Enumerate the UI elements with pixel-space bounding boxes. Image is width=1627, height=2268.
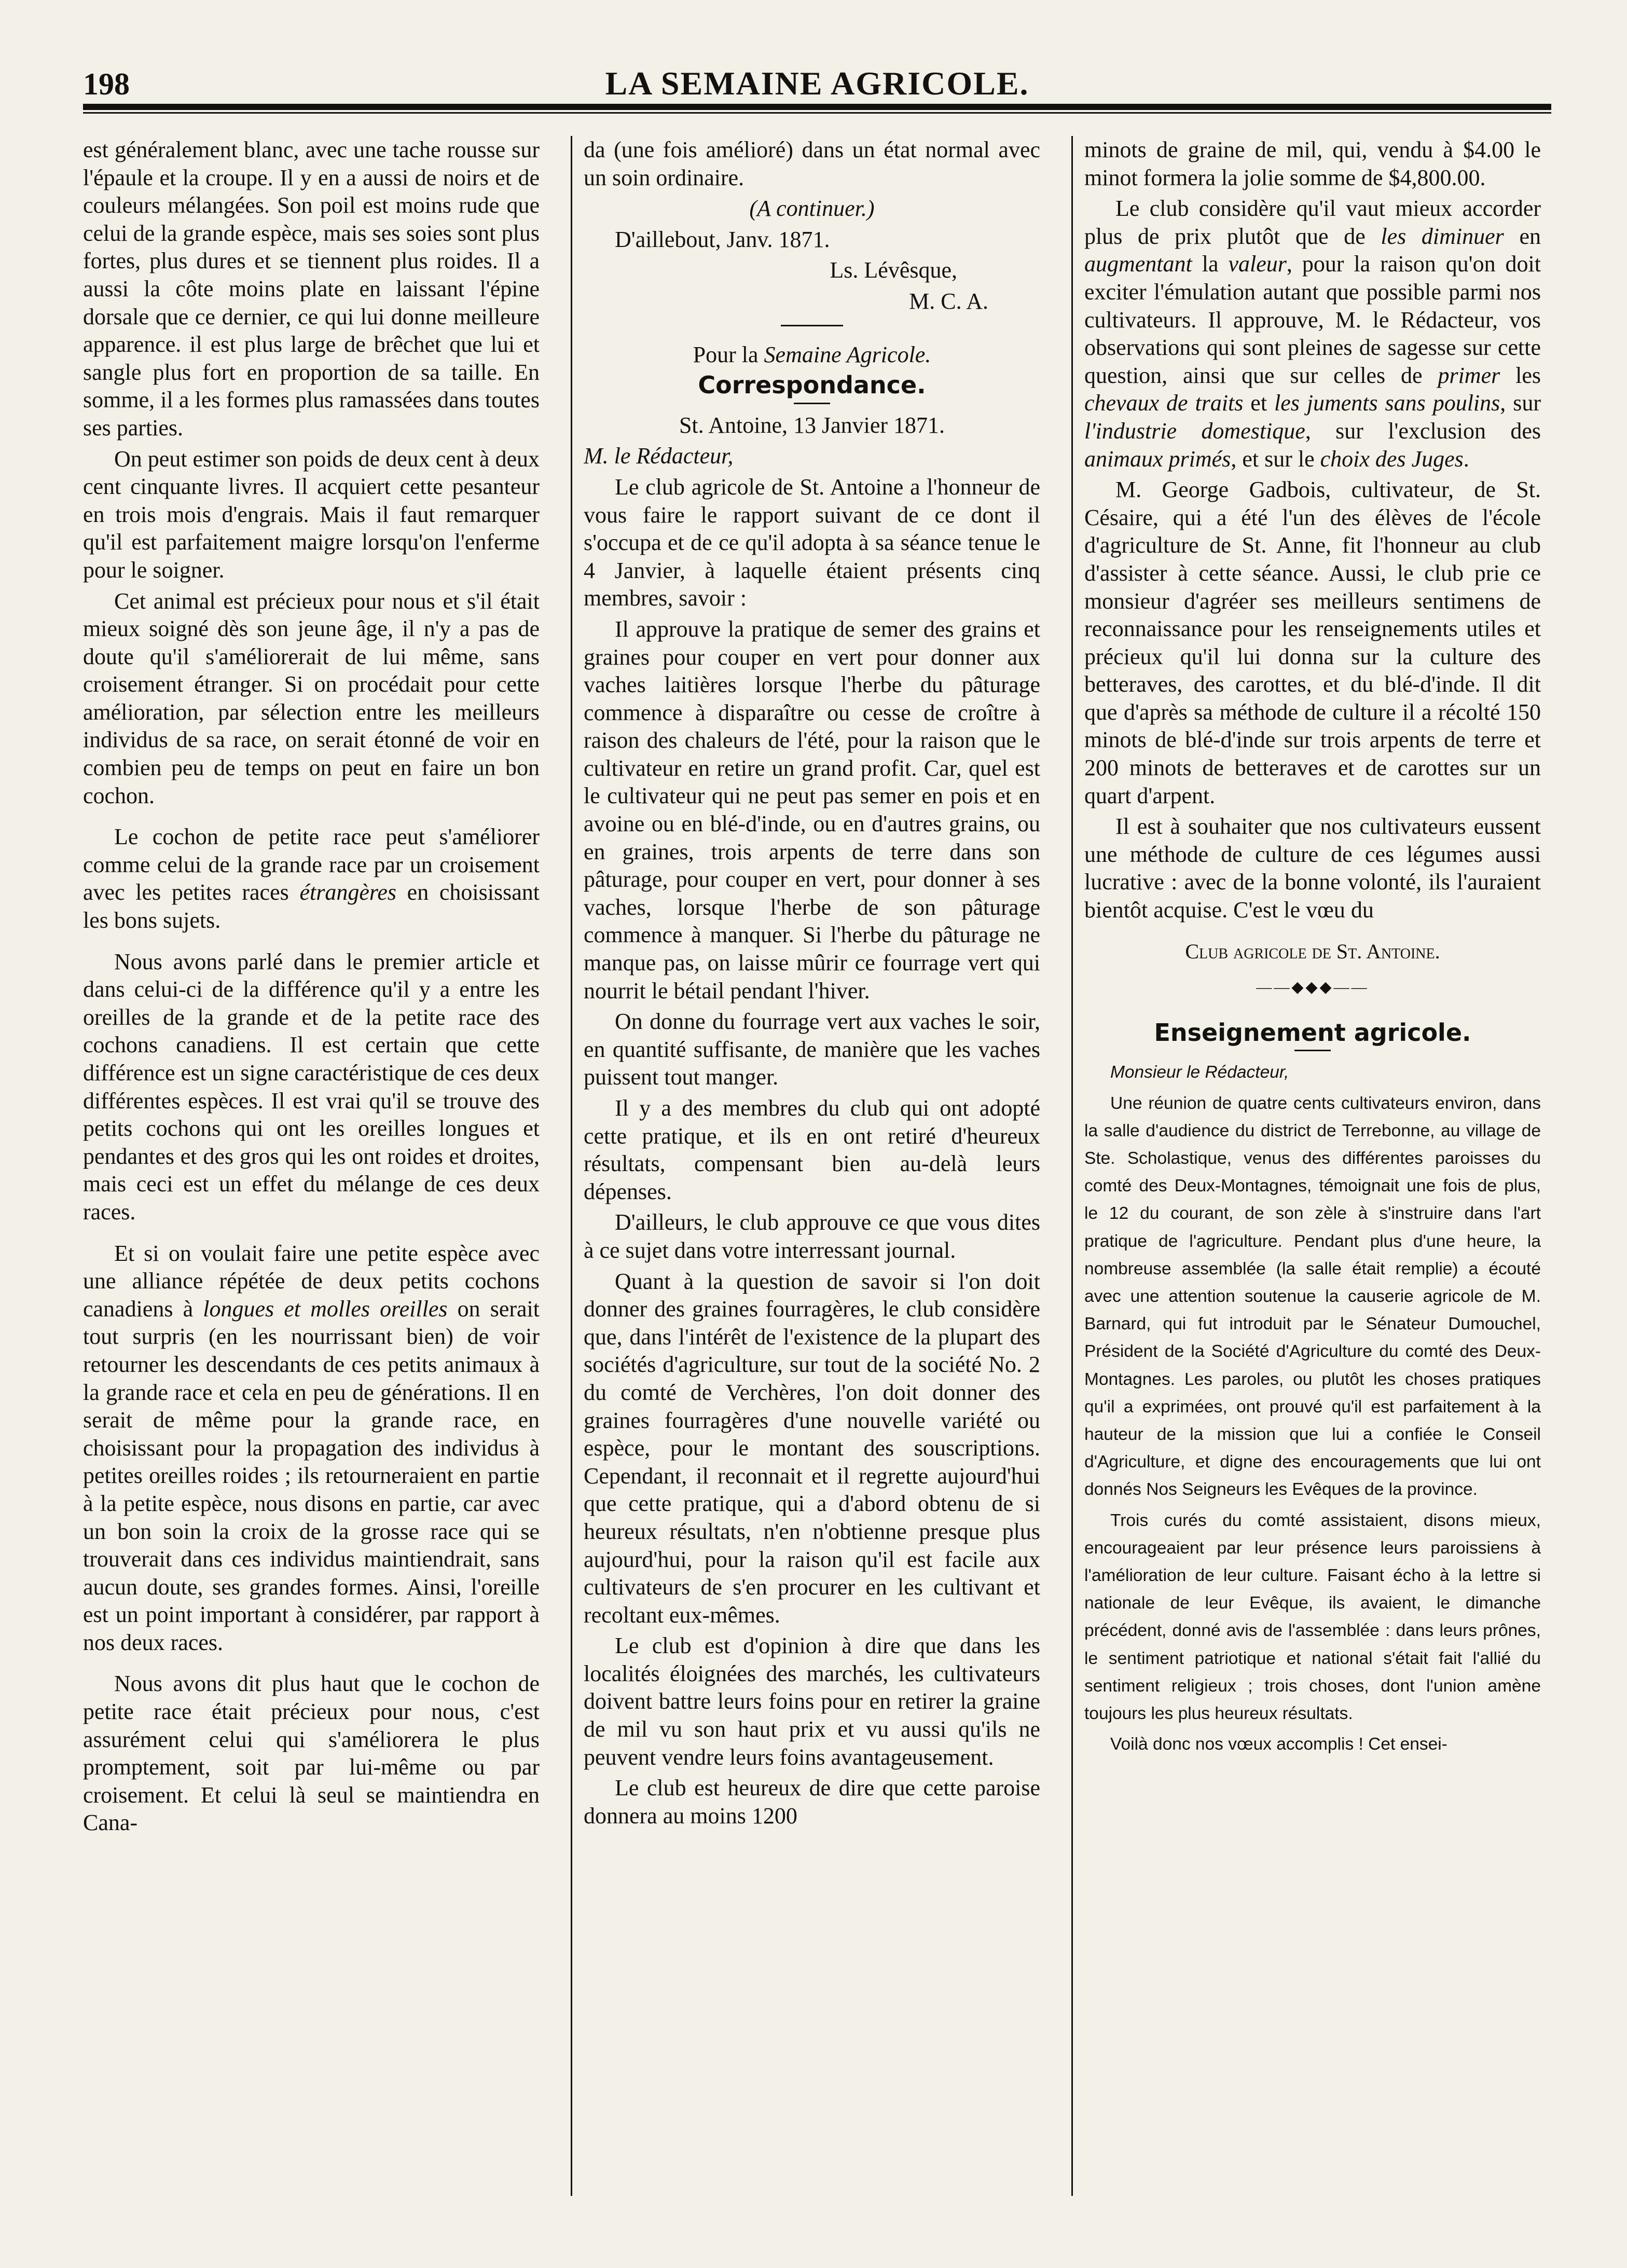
paragraph: Le club agricole de St. Antoine a l'honneur de vous faire le rapport suivant de ce dont il s'occupa et de ce qu'il adopta à sa séance tenue le 4 Janvier, à laquelle étaient présents cinq membres, savoir :	[584, 474, 1040, 611]
paragraph: Nous avons dit plus haut que le cochon de petite race était précieux pour nous, c'est assurément celui qui s'améliorera le plus promptement, soit par lui-même ou par croisement. Et celui là seul se maintiendra en Cana-	[83, 1671, 540, 1836]
paragraph: da (une fois amélioré) dans un état normal avec un soin ordinaire.	[584, 137, 1040, 190]
header-rule-thick	[83, 104, 1551, 110]
letter-date: St. Antoine, 13 Janvier 1871.	[679, 412, 945, 438]
paragraph: Le cochon de petite race peut s'améliorer comme celui de la grande race par un croisement avec les petites races étrangères en choisissant les bons sujets.	[83, 824, 540, 933]
ornament-divider: ——◆◆◆——	[1256, 979, 1369, 996]
paragraph: Cet animal est précieux pour nous et s'il était mieux soigné dès son jeune âge, il n'y a pas de doute qu'il s'améliorerait de lui même, sans croisement étranger. Si on procédait pour cette amélioration, par sélection entre les meilleurs individus de sa race, on serait étonné de voir en combien peu de temps on peut en faire un bon cochon.	[83, 588, 540, 808]
paragraph: On peut estimer son poids de deux cent à deux cent cinquante livres. Il acquiert cette pesanteur en trois mois d'engrais. Mais il faut remarquer qu'il est parfaitement maigre lorsqu'on l'enferme pour le soigner.	[83, 446, 540, 583]
paragraph: Le club est heureux de dire que cette paroise donnera au moins 1200	[584, 1775, 1040, 1829]
paragraph: Le club est d'opinion à dire que dans les localités éloignées des marchés, les cultivateurs doivent battre leurs foins pour en retirer la graine de mil vu son haut prix et vu aussi qu'ils ne peuvent vendre leurs foins avantageusement.	[584, 1633, 1040, 1770]
page-number: 198	[83, 67, 130, 101]
paragraph: Quant à la question de savoir si l'on doit donner des graines fourragères, le club considère que, dans l'intérêt de l'existence de la plupart des sociétés d'agriculture, sur tout de la société No. 2 du comté de Verchères, l'on doit donner des graines fourragères d'une nouvelle variété ou espèce, pour le montant des souscriptions. Cependant, il reconnait et il regrette aujourd'hui que cette pratique, qui a d'abord obtenu de si heureux résultats, n'en n'obtienne presque plus aujourd'hui, pour la raison qu'il est facile aux cultivateurs de s'en procurer en les cultivant et recoltant eux-mêmes.	[584, 1268, 1040, 1628]
paragraph: Il est à souhaiter que nos cultivateurs eussent une méthode de culture de ces légumes aussi lucrative : avec de la bonne volonté, ils l'auraient bientôt acquise. C'est le vœu du	[1084, 814, 1541, 923]
page-header	[83, 62, 1551, 104]
paragraph: minots de graine de mil, qui, vendu à $4.00 le minot formera la jolie somme de $4,800.00.	[1084, 137, 1541, 190]
column-divider-1	[571, 136, 572, 2196]
paragraph: Il approuve la pratique de semer des grains et graines pour couper en vert pour donner aux vaches laitières lorsque l'herbe du pâturage commence à disparaître ou cesse de croître à raison des chaleurs de l'été, pour la raison que le cultivateur en retire un grand profit. Car, quel est le cultivateur qui ne peut pas semer en pois et en avoine ou en blé-d'inde, ou en d'autres grains, ou en graines, trois arpents de terre dans son pâturage, pour couper en vert, pour donner à ses vaches, lorsque l'herbe de son pâturage commence à manquer. Si l'herbe du pâturage ne manque pas, on laisse mûrir ce fourrage vert qui nourrit le bétail pendant l'hiver.	[584, 616, 1040, 1004]
paragraph: Nous avons parlé dans le premier article et dans celui-ci de la différence qu'il y a entre les oreilles de la grande et de la petite race des cochons canadiens. Il est certain que cette différence est un signe caractéristique de ces deux différentes espèces. Il est vrai qu'il se trouve des petits cochons qui ont les oreilles longues et pendantes et des gros qui les ont roides et droites, mais ceci est un effet du mélange de ces deux races.	[83, 949, 540, 1225]
column-1	[83, 136, 540, 2201]
paragraph: Une réunion de quatre cents cultivateurs environ, dans la salle d'audience du district de Terrebonne, au village de Ste. Scholastique, venus des différentes paroisses du comté des Deux-Montagnes, témoignait une fois de plus, le 12 du courant, de son zèle à s'instruire dans l'art pratique de l'agriculture. Pendant plus d'une heure, la nombreuse assemblée (la salle était remplie) a écouté avec une attention soutenue la causerie agricole de M. Barnard, qui fut introduit par le Sénateur Dumouchel, Président de la Société d'Agriculture du comté des Deux-Montagnes. Les paroles, ou plutôt les choses pratiques qu'il a exprimées, ont prouvé qu'il est parfaitement à la hauteur de la mission que lui a confiée le Conseil d'Agriculture, et digne des encouragements que lui ont donnés Nos Seigneurs les Evêques de la province.	[1084, 1093, 1541, 1500]
section-rule	[781, 325, 843, 326]
header-rule-thin	[83, 112, 1551, 114]
to-be-continued: (A continuer.)	[749, 196, 875, 222]
salutation: M. le Rédacteur,	[584, 443, 734, 469]
paragraph: On donne du fourrage vert aux vaches le soir, en quantité suffisante, de manière que les vaches puissent tout manger.	[584, 1009, 1040, 1090]
paragraph: Il y a des membres du club qui ont adopté cette pratique, et ils en ont retiré d'heureux résultats, compensant bien au-delà leurs dépenses.	[584, 1095, 1040, 1204]
title-rule	[1294, 1050, 1331, 1051]
salutation: Monsieur le Rédacteur,	[1110, 1063, 1289, 1082]
signature-name: Ls. Lévêsque,	[830, 257, 957, 283]
paragraph: est généralement blanc, avec une tache rousse sur l'épaule et la croupe. Il y en a aussi de noirs et de couleurs mélangées. Son poil est moins rude que celui de la grande espèce, mais ses soies sont plus fortes, plus dures et se tiennent plus roides. Il a aussi la côte moins plate en laissant l'épine dorsale que ce dernier, ce qui lui donne meilleure apparence. il est plus large de brêchet que lui et sangle plus fort en proportion de sa taille. En somme, il a les formes plus ramassées dans toutes ses parties.	[83, 137, 540, 441]
column-2	[584, 136, 1040, 2201]
paragraph: D'ailleurs, le club approuve ce que vous dites à ce sujet dans votre interressant journal.	[584, 1209, 1040, 1263]
club-signature: Club agricole de St. Antoine.	[1185, 939, 1440, 963]
paragraph: Trois curés du comté assistaient, disons mieux, encourageaient par leur présence leurs paroissiens à l'amélioration de leur culture. Faisant écho à la lettre si nationale de leur Evêque, ils avaient, le dimanche précédent, donné avis de l'assemblée : dans leurs prônes, le sentiment patriotique et national s'était fait l'allié du sentiment religieux ; trois choses, dont l'union amène toujours les plus heureux résultats.	[1084, 1510, 1541, 1724]
journal-title: LA SEMAINE AGRICOLE.	[605, 65, 1029, 102]
signature-title: M. C. A.	[909, 288, 988, 314]
column-divider-2	[1071, 136, 1073, 2196]
enseignement-title: Enseignement agricole.	[1154, 1018, 1471, 1047]
for-publication: Pour la Semaine Agricole.	[693, 341, 931, 367]
small-type-article	[1084, 1059, 1541, 1758]
dateline: D'aillebout, Janv. 1871.	[615, 226, 830, 252]
paragraph: Le club considère qu'il vaut mieux accorder plus de prix plutôt que de les diminuer en augmentant la valeur, pour la raison qu'on doit exciter l'émulation autant que possible parmi nos cultivateurs. Il approuve, M. le Rédacteur, vos observations qui sont pleines de sagesse sur cette question, ainsi que sur celles de primer les chevaux de traits et les juments sans poulins, sur l'industrie domestique, sur l'exclusion des animaux primés, et sur le choix des Juges.	[1084, 196, 1541, 472]
correspondance-title: Correspondance.	[698, 371, 926, 400]
paragraph: Et si on voulait faire une petite espèce avec une alliance répétée de deux petits cochons canadiens à longues et molles oreilles on serait tout surpris (en les nourrissant bien) de voir retourner les descendants de ces petits animaux à la grande race et cela en peu de générations. Il en serait de même pour la grande race, en choisissant pour la propagation des individus à petites oreilles roides ; ils retourneraient en partie à la petite espèce, nous disons en partie, car avec un bon soin la croix de la grosse race qui se trouverait dans ces individus maintiendrait, sans aucun doute, ses grandes formes. Ainsi, l'oreille est un point important à considérer, par rapport à nos deux races.	[83, 1240, 540, 1655]
title-rule	[794, 403, 830, 404]
paragraph: M. George Gadbois, cultivateur, de St. Césaire, qui a été l'un des élèves de l'école d'agriculture de St. Anne, fit l'honneur au club d'assister à cette séance. Aussi, le club prie ce monsieur d'agréer ses meilleurs sentimens de reconnaissance pour les renseignements utiles et précieux qu'il lui donna sur la culture des betteraves, des carottes, et du blé-d'inde. Il dit que d'après sa méthode de culture il a récolté 150 minots de blé-d'inde sur trois arpents de terre et 200 minots de betteraves et de carottes sur un quart d'arpent.	[1084, 477, 1541, 808]
column-3	[1084, 136, 1541, 2201]
paragraph: Voilà donc nos vœux accomplis ! Cet ensei-	[1110, 1735, 1447, 1754]
